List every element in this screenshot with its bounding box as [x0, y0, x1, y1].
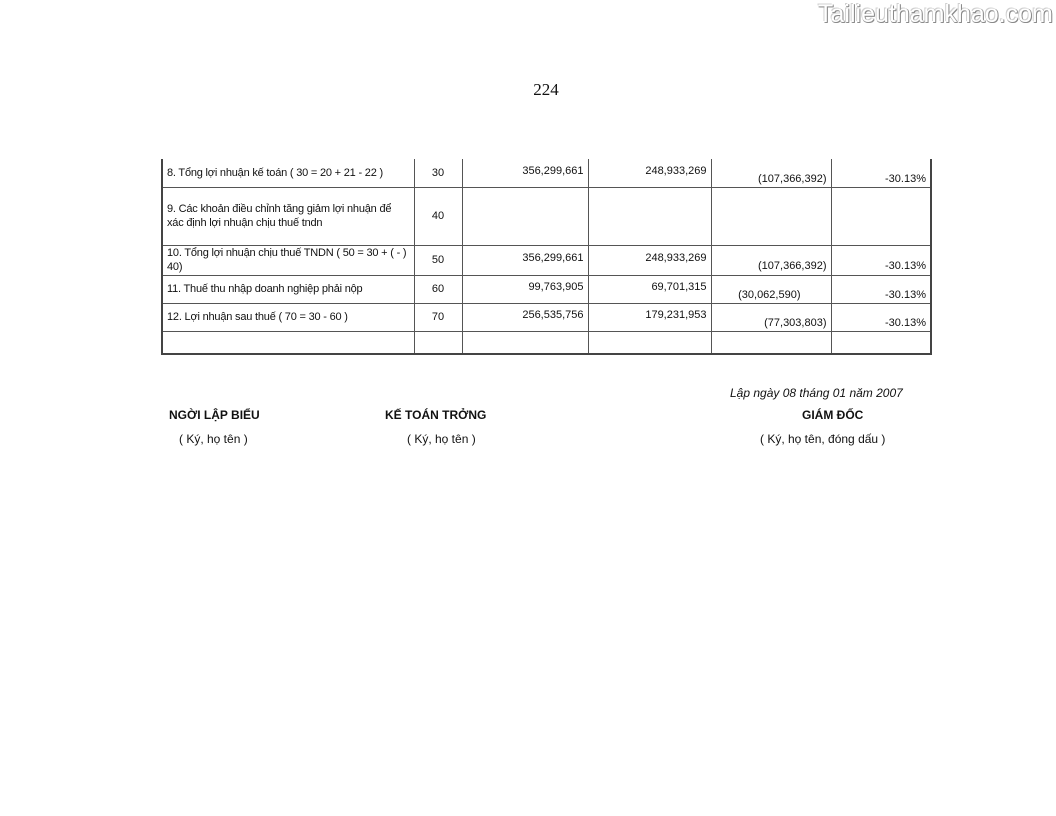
row-code: 60 — [414, 275, 462, 303]
preparer-title: NGỜI LẬP BIỂU — [169, 408, 260, 422]
row-difference: (77,303,803) — [711, 303, 831, 331]
row-current-value: 356,299,661 — [462, 245, 588, 275]
row-label: 11. Thuế thu nhập doanh nghiệp phải nộp — [162, 275, 414, 303]
row-previous-value: 179,231,953 — [588, 303, 711, 331]
row-previous-value: 69,701,315 — [588, 275, 711, 303]
row-current-value: 356,299,661 — [462, 159, 588, 187]
table-row — [162, 303, 931, 331]
row-label: 12. Lợi nhuận sau thuế ( 70 = 30 - 60 ) — [162, 303, 414, 331]
table-row — [162, 275, 931, 303]
row-percent: -30.13% — [831, 159, 931, 187]
row-code: 70 — [414, 303, 462, 331]
table-row — [162, 331, 931, 354]
director-title: GIÁM ĐỐC — [802, 408, 864, 422]
row-percent: -30.13% — [831, 275, 931, 303]
row-percent — [831, 331, 931, 354]
row-difference — [711, 331, 831, 354]
row-difference — [711, 187, 831, 245]
row-current-value: 256,535,756 — [462, 303, 588, 331]
row-previous-value — [588, 331, 711, 354]
table-row — [162, 187, 931, 245]
row-current-value — [462, 187, 588, 245]
row-code — [414, 331, 462, 354]
row-current-value: 99,763,905 — [462, 275, 588, 303]
row-current-value — [462, 331, 588, 354]
watermark: Tailieuthamkhao.com — [818, 0, 1053, 28]
row-difference: (107,366,392) — [711, 245, 831, 275]
profit-report-table — [161, 159, 932, 355]
row-label: 9. Các khoản điều chỉnh tăng giảm lợi nhuận để xác định lợi nhuận chịu thuế tndn — [162, 187, 414, 245]
director-note: ( Ký, họ tên, đóng dấu ) — [760, 432, 886, 446]
accountant-title: KẾ TOÁN TRỞNG — [385, 408, 487, 422]
row-label: 8. Tổng lợi nhuận kế toán ( 30 = 20 + 21 - 22 ) — [162, 159, 414, 187]
row-label — [162, 331, 414, 354]
accountant-note: ( Ký, họ tên ) — [407, 432, 476, 446]
row-percent: -30.13% — [831, 245, 931, 275]
row-previous-value — [588, 187, 711, 245]
table-row — [162, 245, 931, 275]
page-number: 224 — [533, 80, 559, 99]
row-code: 30 — [414, 159, 462, 187]
table-row — [162, 159, 931, 187]
date-line: Lập ngày 08 tháng 01 năm 2007 — [730, 386, 903, 400]
row-difference: (30,062,590) — [711, 275, 831, 303]
row-code: 40 — [414, 187, 462, 245]
row-previous-value: 248,933,269 — [588, 245, 711, 275]
row-percent — [831, 187, 931, 245]
row-code: 50 — [414, 245, 462, 275]
row-previous-value: 248,933,269 — [588, 159, 711, 187]
row-label: 10. Tổng lợi nhuận chịu thuế TNDN ( 50 = 30 + ( - ) 40) — [162, 245, 414, 275]
row-difference: (107,366,392) — [711, 159, 831, 187]
row-percent: -30.13% — [831, 303, 931, 331]
preparer-note: ( Ký, họ tên ) — [179, 432, 248, 446]
